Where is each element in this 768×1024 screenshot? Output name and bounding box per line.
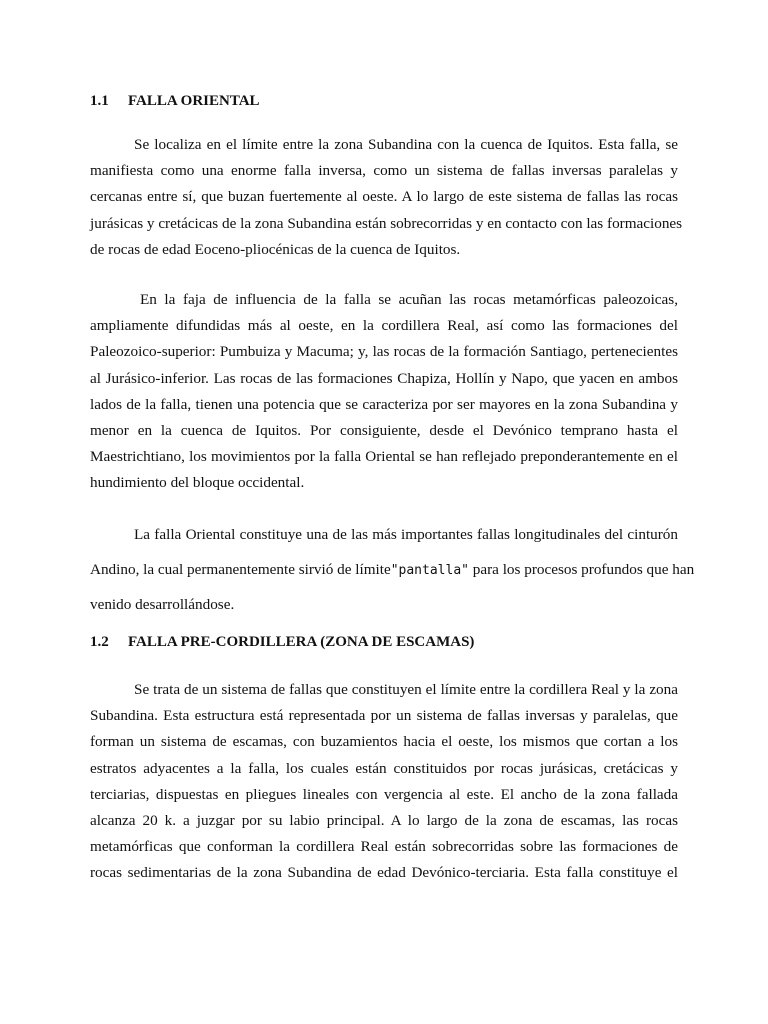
paragraph-1-1-b bbox=[90, 287, 678, 497]
paragraph-line: Maestrichtiano, los movimientos por la falla Oriental se han reflejado preponderantemente en el bbox=[90, 448, 678, 466]
paragraph-line: ampliamente difundidas más al oeste, en la cordillera Real, así como las formaciones del bbox=[90, 317, 678, 335]
paragraph-line: menor en la cuenca de Iquitos. Por consiguiente, desde el Devónico temprano hasta el bbox=[90, 421, 678, 439]
paragraph-line: Subandina. Esta estructura está representada por un sistema de fallas inversas y paralelas, que bbox=[90, 707, 678, 725]
paragraph-line: metamórficas que conforman la cordillera Real están sobrecorridas sobre las formaciones de bbox=[90, 838, 678, 856]
paragraph-1-2-a bbox=[90, 677, 678, 887]
paragraph-line: forman un sistema de escamas, con buzamientos hacia el oeste, los mismos que cortan a los bbox=[90, 733, 678, 751]
paragraph-line: terciarias, dispuestas en pliegues lineales con vergencia al este. El ancho de la zona fallada bbox=[90, 785, 678, 803]
paragraph-line: jurásicas y cretácicas de la zona Subandina están sobrecorridas y en contacto con las formaciones bbox=[90, 214, 683, 232]
paragraph-line: cercanas entre sí, que buzan fuertemente al oeste. A lo largo de este sistema de fallas las rocas bbox=[90, 188, 678, 206]
section-number: 1.2 bbox=[90, 634, 109, 650]
paragraph-text: para los procesos profundos que han bbox=[468, 561, 695, 578]
paragraph-line: venido desarrollándose. bbox=[90, 596, 235, 613]
paragraph-line: La falla Oriental constituye una de las más importantes fallas longitudinales del cinturón bbox=[134, 526, 678, 543]
paragraph-line: lados de la falla, tienen una potencia que se caracteriza por ser mayores en la zona Subandina y bbox=[90, 395, 678, 413]
paragraph-line: En la faja de influencia de la falla se acuñan las rocas metamórficas paleozoicas, bbox=[140, 291, 678, 308]
paragraph-line: de rocas de edad Eoceno-pliocénicas de la cuenca de Iquitos. bbox=[90, 240, 461, 258]
paragraph-line: estratos adyacentes a la falla, los cuales están constituidos por rocas jurásicas, cretácicas y bbox=[90, 759, 678, 777]
paragraph-1-1-a bbox=[90, 132, 683, 263]
paragraph-line: hundimiento del bloque occidental. bbox=[90, 474, 305, 492]
paragraph-line: al Jurásico-inferior. Las rocas de las formaciones Chapiza, Hollín y Napo, que yacen en ambos bbox=[90, 369, 678, 387]
paragraph-line: Se trata de un sistema de fallas que constituyen el límite entre la cordillera Real y la zona bbox=[134, 681, 678, 698]
paragraph-line: manifiesta como una enorme falla inversa, como un sistema de fallas inversas paralelas y bbox=[90, 162, 678, 180]
quoted-term: "pantalla" bbox=[390, 563, 469, 578]
paragraph-line: alcanza 20 k. a juzgar por su labio principal. A lo largo de la zona de escamas, las rocas bbox=[90, 811, 678, 829]
section-heading-1-2 bbox=[90, 634, 474, 651]
paragraph-line: rocas sedimentarias de la zona Subandina de edad Devónico-terciaria. Esta falla constituye el bbox=[90, 864, 678, 882]
paragraph-line: Se localiza en el límite entre la zona Subandina con la cuenca de Iquitos. Esta falla, se bbox=[134, 136, 678, 153]
paragraph-1-1-c bbox=[90, 517, 695, 622]
paragraph-line: Paleozoico-superior: Pumbuiza y Macuma; y, las rocas de la formación Santiago, pertenecientes bbox=[90, 343, 678, 361]
paragraph-line bbox=[90, 552, 695, 587]
section-number: 1.1 bbox=[90, 93, 109, 109]
section-heading-1-1 bbox=[90, 93, 260, 110]
section-title: FALLA PRE-CORDILLERA (ZONA DE ESCAMAS) bbox=[128, 634, 475, 650]
paragraph-text: Andino, la cual permanentemente sirvió de límite bbox=[90, 561, 391, 578]
section-title: FALLA ORIENTAL bbox=[128, 93, 260, 109]
